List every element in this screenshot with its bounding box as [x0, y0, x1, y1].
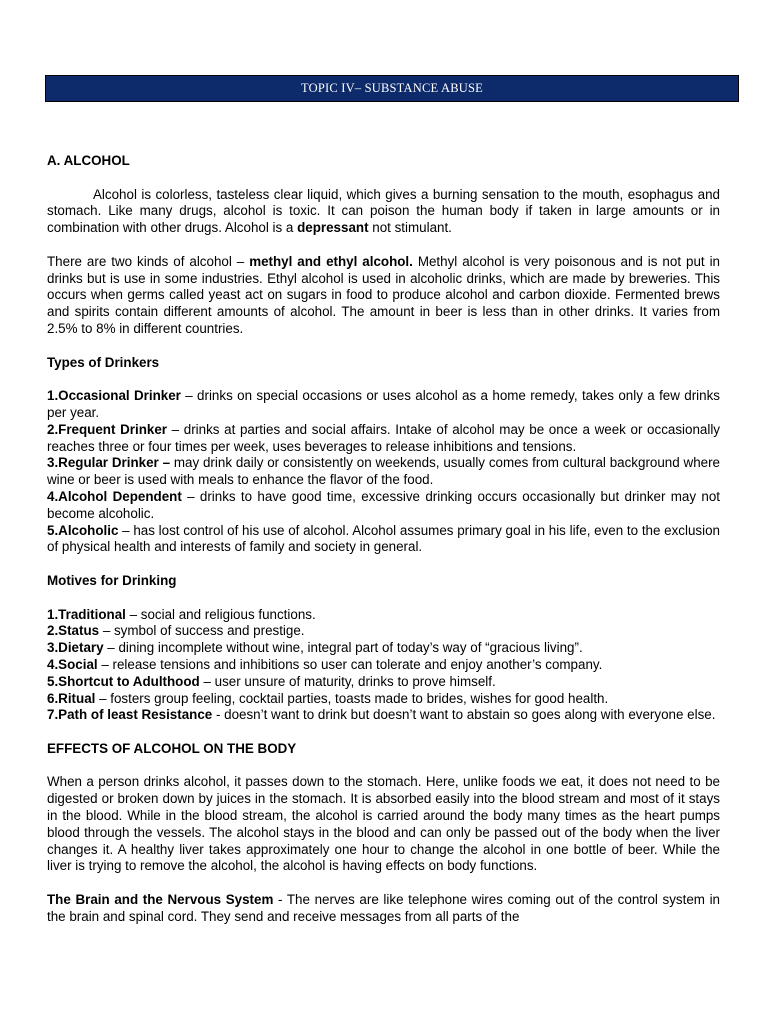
section-heading-effects: EFFECTS OF ALCOHOL ON THE BODY [47, 740, 297, 756]
paragraph-brain-nervous-system: The Brain and the Nervous System - The nerves are like telephone wires coming out of the control system in the brain and spinal cord. They send and receive messages from all parts of the [47, 892, 720, 924]
list-item: 6.Ritual – fosters group feeling, cocktail parties, toasts made to brides, wishes for good health. [47, 690, 609, 706]
paragraph-alcohol-intro: Alcohol is colorless, tasteless clear liquid, which gives a burning sensation to the mouth, esophagus and stomach. Like many drugs, alcohol is toxic. It can poison the human body if taken in large amounts or in combination with other drugs. Alcohol is a depressant not stimulant. [47, 186, 720, 236]
section-heading-motives: Motives for Drinking [47, 572, 177, 588]
list-item: 4.Social – release tensions and inhibitions so user can tolerate and enjoy another’s company. [47, 656, 603, 672]
list-item: 4.Alcohol Dependent – drinks to have good time, excessive drinking occurs occasionally but drinker may not become alcoholic. [47, 488, 720, 521]
document-body [47, 153, 720, 926]
list-item: 3.Regular Drinker – may drink daily or consistently on weekends, usually comes from cultural background where wine or beer is used with meals to enhance the flavor of the food. [47, 455, 720, 488]
paragraph-alcohol-kinds: There are two kinds of alcohol – methyl and ethyl alcohol. Methyl alcohol is very poisonous and is not put in drinks but is use in some industries. Ethyl alcohol is used in alcoholic drinks, which are made by breweries. This occurs when germs called yeast act on sugars in food to produce alcohol and carbon dioxide. Fermented brews and spirits contain different amounts of alcohol. The amount in beer is less than in other drinks. It varies from 2.5% to 8% in different countries. [47, 253, 720, 336]
list-item: 5.Shortcut to Adulthood – user unsure of maturity, drinks to prove himself. [47, 673, 496, 689]
section-heading-types: Types of Drinkers [47, 354, 160, 370]
paragraph-effects: When a person drinks alcohol, it passes down to the stomach. Here, unlike foods we eat, it does not need to be digested or broken down by juices in the stomach. It is absorbed easily into the blood stream and most of it stays in the blood. While in the blood stream, the alcohol is carried around the body many times as the heart pumps blood through the vessels. The alcohol stays in the blood and can only be passed out of the body when the liver changes it. A healthy liver takes approximately one hour to change the alcohol in one bottle of beer. While the liver is trying to remove the alcohol, the alcohol is having effects on body functions. [47, 774, 720, 874]
list-item: 7.Path of least Resistance - doesn’t want to drink but doesn’t want to abstain so goes along with everyone else. [47, 707, 716, 723]
list-item: 2.Status – symbol of success and prestige. [47, 623, 305, 639]
list-item: 2.Frequent Drinker – drinks at parties and social affairs. Intake of alcohol may be once a week or occasionally reaches three or four times per week, uses beverages to release inhibitions and tensions. [47, 421, 721, 454]
list-item: 5.Alcoholic – has lost control of his use of alcohol. Alcohol assumes primary goal in his life, even to the exclusion of physical health and interests of family and society in general. [47, 522, 720, 555]
list-item: 1.Traditional – social and religious functions. [47, 606, 316, 622]
list-item: 3.Dietary – dining incomplete without wine, integral part of today’s way of “gracious living”. [47, 640, 583, 656]
section-heading-alcohol: A. ALCOHOL [47, 153, 130, 168]
topic-title-banner: TOPIC IV– SUBSTANCE ABUSE [45, 75, 739, 102]
list-item: 1.Occasional Drinker – drinks on special occasions or uses alcohol as a home remedy, takes only a few drinks per year. [47, 388, 720, 420]
